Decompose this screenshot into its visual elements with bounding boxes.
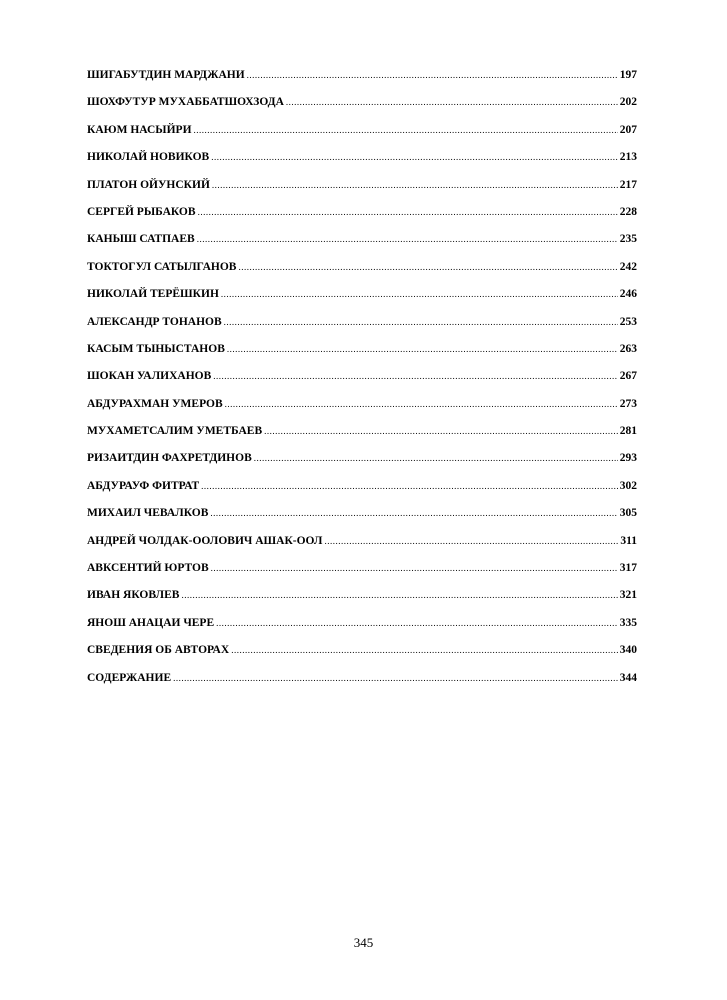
toc-entry-title: АБДУРАУФ ФИТРАТ bbox=[87, 479, 200, 492]
toc-dot-leader bbox=[211, 562, 618, 574]
toc-entry[interactable] bbox=[87, 535, 637, 562]
toc-entry-page: 311 bbox=[620, 534, 637, 547]
toc-entry[interactable] bbox=[87, 316, 637, 343]
toc-entry-title: МИХАИЛ ЧЕВАЛКОВ bbox=[87, 507, 209, 520]
toc-entry[interactable] bbox=[87, 96, 637, 123]
toc-entry-title: КАЮМ НАСЫЙРИ bbox=[87, 123, 192, 136]
toc-entry-page: 235 bbox=[619, 233, 637, 246]
toc-entry[interactable] bbox=[87, 288, 637, 315]
toc-dot-leader bbox=[238, 261, 617, 273]
toc-entry-page: 242 bbox=[619, 260, 637, 273]
table-of-contents bbox=[87, 69, 637, 699]
toc-entry-page: 305 bbox=[619, 507, 637, 520]
toc-dot-leader bbox=[198, 206, 618, 218]
toc-entry-title: СВЕДЕНИЯ ОБ АВТОРАХ bbox=[87, 644, 230, 657]
toc-dot-leader bbox=[254, 452, 618, 464]
toc-entry-title: КАСЫМ ТЫНЫСТАНОВ bbox=[87, 342, 225, 355]
toc-entry-title: ИВАН ЯКОВЛЕВ bbox=[87, 589, 180, 602]
toc-entry-title: НИКОЛАЙ ТЕРЁШКИН bbox=[87, 288, 219, 301]
toc-entry[interactable] bbox=[87, 672, 637, 699]
toc-dot-leader bbox=[225, 398, 618, 410]
toc-entry-title: ПЛАТОН ОЙУНСКИЙ bbox=[87, 178, 210, 191]
toc-entry-title: НИКОЛАЙ НОВИКОВ bbox=[87, 151, 210, 164]
toc-entry[interactable] bbox=[87, 617, 637, 644]
toc-dot-leader bbox=[227, 343, 618, 355]
toc-entry-title: ЯНОШ АНАЦАИ ЧЕРЕ bbox=[87, 616, 215, 629]
toc-entry-page: 340 bbox=[619, 644, 637, 657]
toc-entry-title: ШОХФУТУР МУХАББАТШОХЗОДА bbox=[87, 96, 284, 109]
toc-entry-page: 281 bbox=[619, 425, 637, 438]
toc-entry-page: 321 bbox=[619, 589, 637, 602]
toc-dot-leader bbox=[286, 96, 618, 108]
toc-dot-leader bbox=[325, 535, 619, 547]
toc-entry-title: СОДЕРЖАНИЕ bbox=[87, 671, 172, 684]
toc-entry[interactable] bbox=[87, 452, 637, 479]
page-number: 345 bbox=[353, 935, 374, 950]
toc-dot-leader bbox=[173, 672, 618, 684]
toc-entry[interactable] bbox=[87, 562, 637, 589]
toc-entry-page: 263 bbox=[619, 342, 637, 355]
toc-dot-leader bbox=[194, 124, 618, 136]
toc-dot-leader bbox=[224, 316, 618, 328]
toc-entry[interactable] bbox=[87, 480, 637, 507]
toc-entry[interactable] bbox=[87, 507, 637, 534]
toc-dot-leader bbox=[216, 617, 618, 629]
toc-entry-title: КАНЫШ САТПАЕВ bbox=[87, 233, 195, 246]
toc-entry[interactable] bbox=[87, 179, 637, 206]
toc-entry-title: ШОКАН УАЛИХАНОВ bbox=[87, 370, 212, 383]
toc-entry-title: СЕРГЕЙ РЫБАКОВ bbox=[87, 205, 196, 218]
toc-entry-page: 213 bbox=[619, 151, 637, 164]
toc-entry-title: РИЗАИТДИН ФАХРЕТДИНОВ bbox=[87, 452, 252, 465]
toc-dot-leader bbox=[181, 589, 617, 601]
toc-entry[interactable] bbox=[87, 206, 637, 233]
toc-entry-title: АВКСЕНТИЙ ЮРТОВ bbox=[87, 562, 209, 575]
toc-dot-leader bbox=[213, 370, 617, 382]
toc-dot-leader bbox=[264, 425, 618, 437]
toc-entry[interactable] bbox=[87, 644, 637, 671]
toc-entry-page: 293 bbox=[619, 452, 637, 465]
toc-entry[interactable] bbox=[87, 151, 637, 178]
toc-entry-page: 207 bbox=[619, 123, 637, 136]
toc-entry-page: 273 bbox=[619, 397, 637, 410]
toc-entry-title: АНДРЕЙ ЧОЛДАК-ООЛОВИЧ АШАК-ООЛ bbox=[87, 534, 323, 547]
toc-entry-page: 246 bbox=[619, 288, 637, 301]
toc-entry-title: ШИГАБУТДИН МАРДЖАНИ bbox=[87, 69, 245, 81]
toc-dot-leader bbox=[210, 507, 617, 519]
toc-entry-title: МУХАМЕТСАЛИМ УМЕТБАЕВ bbox=[87, 425, 263, 438]
toc-entry[interactable] bbox=[87, 233, 637, 260]
toc-entry-page: 202 bbox=[619, 96, 637, 109]
toc-entry-page: 317 bbox=[619, 562, 637, 575]
toc-dot-leader bbox=[201, 480, 618, 492]
toc-entry-page: 267 bbox=[619, 370, 637, 383]
toc-entry[interactable] bbox=[87, 124, 637, 151]
toc-entry-page: 335 bbox=[619, 616, 637, 629]
toc-entry[interactable] bbox=[87, 69, 637, 96]
toc-dot-leader bbox=[247, 69, 618, 81]
toc-entry[interactable] bbox=[87, 589, 637, 616]
toc-dot-leader bbox=[231, 644, 618, 656]
toc-entry-title: АБДУРАХМАН УМЕРОВ bbox=[87, 397, 223, 410]
toc-entry[interactable] bbox=[87, 343, 637, 370]
toc-entry[interactable] bbox=[87, 261, 637, 288]
toc-entry-page: 344 bbox=[619, 671, 637, 684]
toc-entry[interactable] bbox=[87, 370, 637, 397]
toc-dot-leader bbox=[211, 151, 618, 163]
toc-dot-leader bbox=[221, 288, 618, 300]
toc-entry-page: 197 bbox=[619, 69, 637, 81]
toc-entry-page: 302 bbox=[619, 479, 637, 492]
toc-entry-title: ТОКТОГУЛ САТЫЛГАНОВ bbox=[87, 260, 237, 273]
toc-entry-page: 228 bbox=[619, 205, 637, 218]
toc-entry[interactable] bbox=[87, 425, 637, 452]
toc-entry-page: 217 bbox=[619, 178, 637, 191]
toc-entry-title: АЛЕКСАНДР ТОНАНОВ bbox=[87, 315, 222, 328]
toc-entry-page: 253 bbox=[619, 315, 637, 328]
toc-dot-leader bbox=[197, 233, 618, 245]
toc-dot-leader bbox=[212, 179, 618, 191]
toc-entry[interactable] bbox=[87, 398, 637, 425]
